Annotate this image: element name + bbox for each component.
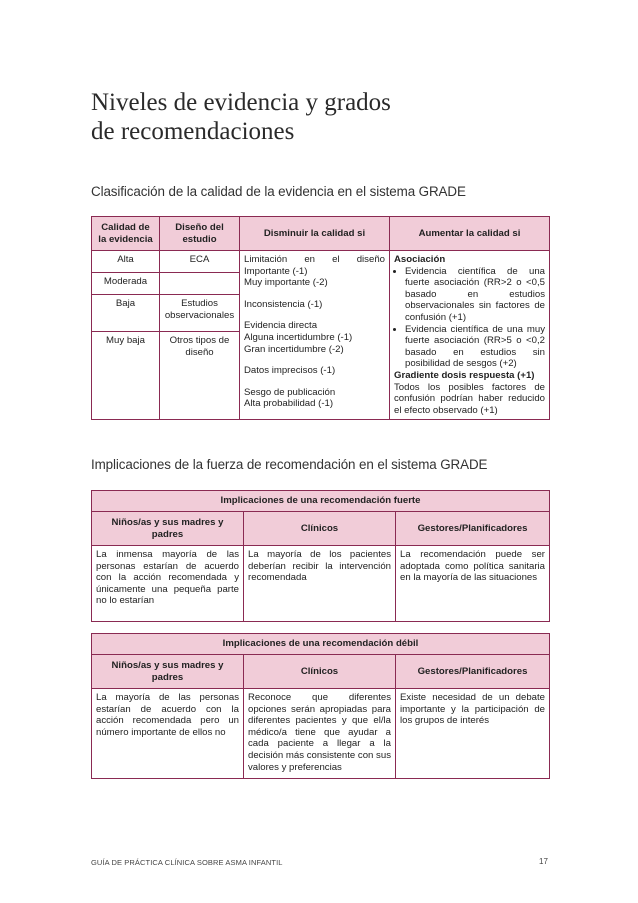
strong-header-gestores: Gestores/Planificadores [396, 512, 550, 546]
weak-title: Implicaciones de una recomendación débil [92, 634, 550, 655]
weak-text-pacientes: La mayoría de las personas estarían de acuerdo con la acción recomendada pero un número importante de ellos no [92, 689, 244, 779]
weak-header-pacientes: Niños/as y sus madres y padres [92, 655, 244, 689]
aumentar-asociacion-label: Asociación [394, 254, 446, 265]
implications-heading: Implicaciones de la fuerza de recomendación en el sistema GRADE [91, 457, 488, 472]
page-title-line-2: de recomendaciones [91, 118, 295, 145]
strong-text-gestores: La recomendación puede ser adoptada como política sanitaria en la mayoría de las situaciones [396, 546, 550, 622]
weak-header-gestores: Gestores/Planificadores [396, 655, 550, 689]
disminuir-cell [240, 251, 390, 420]
page-title-line-1: Niveles de evidencia y grados [91, 89, 391, 116]
disminuir-evidencia-directa: Evidencia directa [244, 320, 318, 332]
diseno-cell: Estudios observacionales [160, 294, 240, 331]
aumentar-cell [390, 251, 550, 420]
header-disminuir: Disminuir la calidad si [240, 217, 390, 251]
calidad-cell: Muy baja [92, 332, 160, 420]
aumentar-bullet-fuerte: • Evidencia científica de una fuerte asociación (RR>2 o <0,5 basado en estudios observacionales sin factores de confusión (+1) [405, 266, 545, 324]
disminuir-sesgo-publicacion: Sesgo de publicación [244, 386, 336, 398]
header-aumentar: Aumentar la calidad si [390, 217, 550, 251]
diseno-cell [160, 272, 240, 294]
strong-title: Implicaciones de una recomendación fuerte [92, 491, 550, 512]
disminuir-datos-imprecisos: Datos imprecisos (-1) [244, 365, 336, 377]
weak-text-clinicos: Reconoce que diferentes opciones serán apropiadas para diferentes pacientes y que el/la médico/a tiene que ayudar a cada paciente a llegar a la decisión más consistente con sus valores y preferencias [244, 689, 396, 779]
calidad-cell: Baja [92, 294, 160, 331]
disminuir-muy-importante: Muy importante (-2) [244, 277, 328, 289]
aumentar-gradiente-label: Gradiente dosis respuesta (+1) [394, 369, 535, 381]
disminuir-alta-probabilidad: Alta probabilidad (-1) [244, 398, 334, 410]
strong-header-clinicos: Clínicos [244, 512, 396, 546]
strong-text-clinicos: La mayoría de los pacientes deberían recibir la intervención recomendada [244, 546, 396, 622]
grade-quality-table [91, 216, 550, 420]
strong-header-pacientes: Niños/as y sus madres y padres [92, 512, 244, 546]
disminuir-alguna-incertidumbre: Alguna incertidumbre (-1) [244, 331, 353, 343]
weak-text-gestores: Existe necesidad de un debate importante y la participación de los grupos de interés [396, 689, 550, 779]
header-diseno: Diseño del estudio [160, 217, 240, 251]
aumentar-bullet-muy-fuerte: • Evidencia científica de una muy fuerte asociación (RR>5 o <0,2 basado en estudios sin posibilidad de sesgos (+2) [405, 324, 545, 370]
aumentar-confusion-text: Todos los posibles factores de confusión podrían haber reducido el efecto observado (+1) [394, 381, 545, 416]
page-number: 17 [539, 857, 548, 866]
strong-text-pacientes: La inmensa mayoría de las personas estarían de acuerdo con la acción recomendada y únicamente una pequeña parte no lo estarían [92, 546, 244, 622]
page-title [91, 88, 561, 146]
grade-quality-heading: Clasificación de la calidad de la evidencia en el sistema GRADE [91, 184, 466, 199]
weak-header-clinicos: Clínicos [244, 655, 396, 689]
calidad-cell: Alta [92, 251, 160, 273]
footer-guide-title: GUÍA DE PRÁCTICA CLÍNICA SOBRE ASMA INFANTIL [91, 858, 283, 867]
disminuir-inconsistencia: Inconsistencia (-1) [244, 298, 323, 310]
strong-recommendation-table [91, 490, 550, 622]
header-calidad: Calidad de la evidencia [92, 217, 160, 251]
diseno-cell: Otros tipos de diseño [160, 332, 240, 420]
disminuir-gran-incertidumbre: Gran incertidumbre (-2) [244, 343, 344, 355]
calidad-cell: Moderada [92, 272, 160, 294]
diseno-cell: ECA [160, 251, 240, 273]
weak-recommendation-table [91, 633, 550, 779]
disminuir-limitacion: Limitación en el diseño Importante (-1) [244, 254, 385, 277]
